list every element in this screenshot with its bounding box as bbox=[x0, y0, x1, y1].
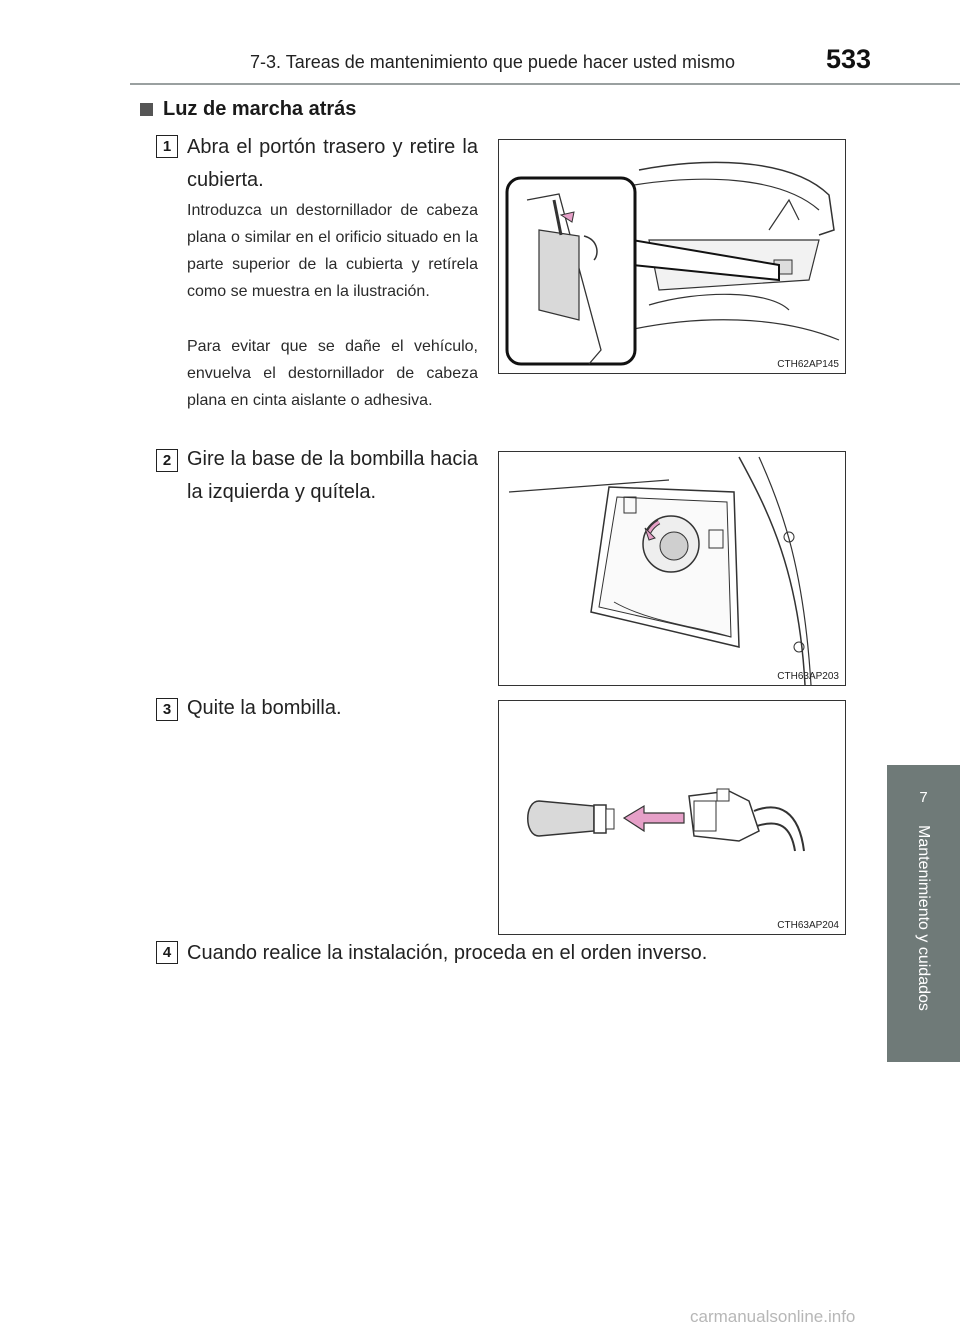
step-1-figure-code: CTH62AP145 bbox=[777, 359, 839, 370]
step-4-text: Cuando realice la instalación, proceda en el orden inverso. bbox=[187, 942, 708, 964]
step-1-illustration bbox=[498, 139, 846, 374]
step-2-number: 2 bbox=[156, 449, 178, 472]
step-4-number: 4 bbox=[156, 941, 178, 964]
step-3-number: 3 bbox=[156, 698, 178, 721]
chapter-tab bbox=[887, 765, 960, 1062]
step-1-text: Abra el portón trasero y retire la cubierta. bbox=[187, 136, 478, 191]
chapter-label: Mantenimiento y cuidados bbox=[915, 825, 932, 1011]
step-2-text: Gire la base de la bombilla hacia la izquierda y quítela. bbox=[187, 448, 478, 503]
chapter-number: 7 bbox=[919, 789, 928, 806]
watermark: carmanualsonline.info bbox=[690, 1307, 856, 1326]
step-3-text: Quite la bombilla. bbox=[187, 697, 342, 719]
step-3-illustration bbox=[498, 700, 846, 935]
bulb-removal-drawing bbox=[499, 701, 845, 934]
step-3-figure-code: CTH63AP204 bbox=[777, 920, 839, 931]
step-1-note-1: Introduzca un destornillador de cabeza plana o similar en el orificio situado en la parte superior de la cubierta y retírela como se muestra en la ilustración. bbox=[187, 202, 478, 300]
section-heading-text: Luz de marcha atrás bbox=[163, 98, 357, 120]
page-number: 533 bbox=[826, 44, 872, 74]
header-section-title: 7-3. Tareas de mantenimiento que puede hacer usted mismo bbox=[250, 52, 735, 72]
header-divider bbox=[130, 83, 960, 85]
section-heading bbox=[140, 98, 356, 121]
step-2-illustration bbox=[498, 451, 846, 686]
step-1-note-2: Para evitar que se dañe el vehículo, envuelva el destornillador de cabeza plana en cinta aislante o adhesiva. bbox=[187, 338, 478, 409]
bulb-socket-drawing bbox=[499, 452, 845, 685]
step-1-number: 1 bbox=[156, 135, 178, 158]
tailgate-cover-drawing bbox=[499, 140, 845, 373]
step-2-figure-code: CTH63AP203 bbox=[777, 671, 839, 682]
square-bullet-icon bbox=[140, 103, 153, 116]
